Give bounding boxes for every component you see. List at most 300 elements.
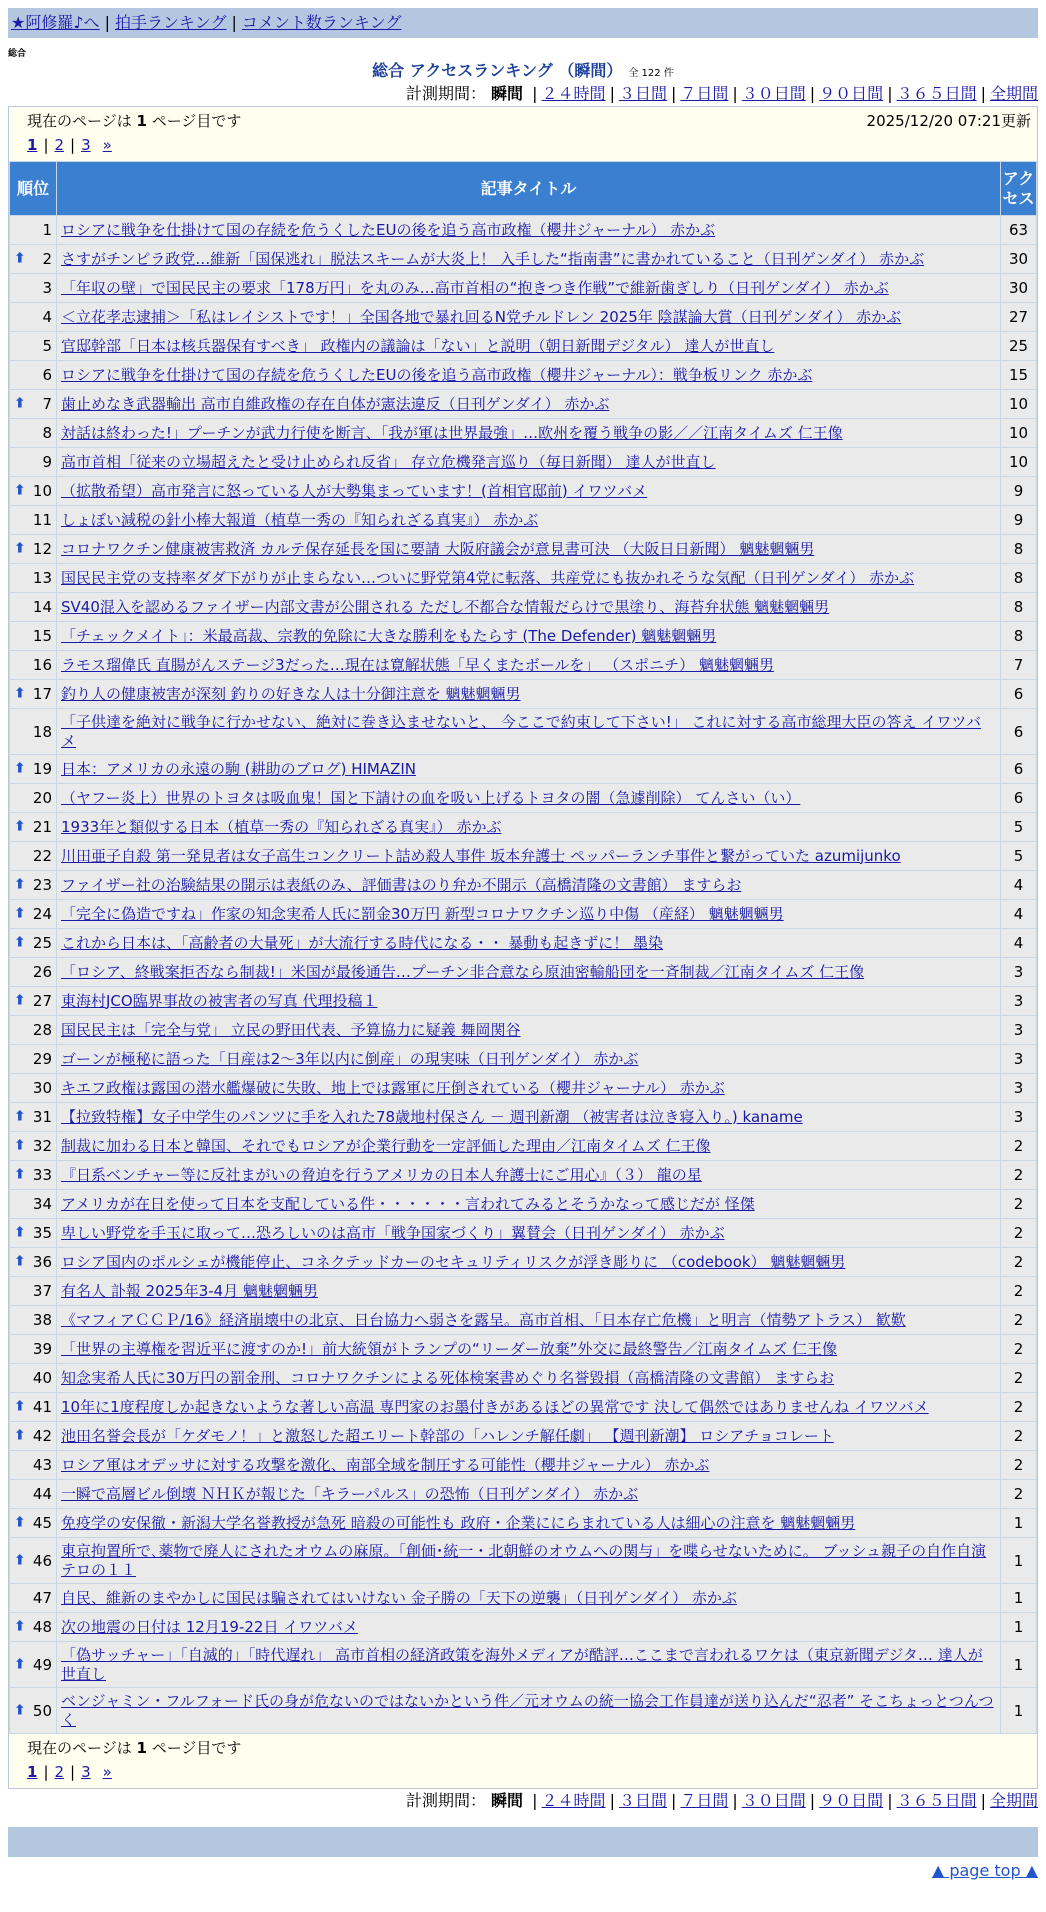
access-count: 25 xyxy=(1001,332,1037,361)
article-link[interactable]: ＜立花孝志逮捕＞「私はレイシストです！」全国各地で暴れ回るN党チルドレン 2025年 陰謀論大賞（日刊ゲンダイ） 赤かぶ xyxy=(61,307,902,326)
period-link[interactable]: ３６５日間 xyxy=(896,1791,977,1810)
article-link[interactable]: 釣り人の健康被害が深刻 釣りの好きな人は十分御注意を 魑魅魍魎男 xyxy=(61,684,521,703)
rank-number: 18 xyxy=(32,722,52,741)
up-arrow-icon: ⬆ xyxy=(14,1656,26,1673)
period-link[interactable]: ２４時間 xyxy=(541,1791,606,1810)
access-count: 3 xyxy=(1001,1016,1037,1045)
article-link[interactable]: 有名人 訃報 2025年3-4月 魑魅魍魎男 xyxy=(61,1281,318,1300)
next-page-link[interactable]: » xyxy=(102,136,112,154)
rank-number: 36 xyxy=(32,1253,52,1271)
article-link[interactable]: 免疫学の安保徹・新潟大学名誉教授が急死 暗殺の可能性も 政府・企業ににらまれている人は細心の注意を 魑魅魍魎男 xyxy=(61,1513,856,1532)
rank-number: 29 xyxy=(32,1050,52,1068)
rank-cell xyxy=(10,274,57,303)
rank-cell xyxy=(10,1016,57,1045)
table-row xyxy=(10,987,1037,1016)
period-link[interactable]: 全期間 xyxy=(989,1791,1038,1810)
article-link[interactable]: 東京拘置所で､薬物で廃人にされたオウムの麻原。「創価･統一・北朝鮮のオウムへの関与」を喋らせないために。 ブッシュ親子の自作自演テロの１１ xyxy=(61,1541,987,1579)
rank-number: 42 xyxy=(32,1427,52,1445)
access-count: 8 xyxy=(1001,535,1037,564)
rank-number: 31 xyxy=(32,1108,52,1126)
title-cell xyxy=(57,1509,1001,1538)
title-cell xyxy=(57,1584,1001,1613)
table-row xyxy=(10,813,1037,842)
period-link[interactable]: ９０日間 xyxy=(819,84,884,103)
rank-cell xyxy=(10,987,57,1016)
page-status: 現在のページは 1 ページ目です xyxy=(27,1739,242,1757)
home-link[interactable]: ★阿修羅♪へ xyxy=(11,13,100,32)
table-row xyxy=(10,929,1037,958)
access-count: 2 xyxy=(1001,1422,1037,1451)
page-link-3[interactable]: 3 xyxy=(81,1763,91,1781)
rank-number: 30 xyxy=(32,1079,52,1097)
article-link[interactable]: 【拉致特権】女子中学生のパンツに手を入れた78歳地村保さん － 週刊新潮 （被害者は泣き寝入り。) kaname xyxy=(61,1107,803,1126)
period-label: 計測期間： xyxy=(405,1791,486,1810)
access-count: 1 xyxy=(1001,1688,1037,1734)
title-cell xyxy=(57,477,1001,506)
up-arrow-icon: ⬆ xyxy=(14,1702,26,1719)
col-title-header: 記事タイトル xyxy=(57,162,1001,216)
table-row xyxy=(10,535,1037,564)
rank-number: 17 xyxy=(32,685,52,703)
page-link-1[interactable]: 1 xyxy=(27,1763,38,1781)
access-count: 3 xyxy=(1001,1074,1037,1103)
article-link[interactable]: 歯止めなき武器輸出 高市自維政権の存在自体が憲法違反（日刊ゲンダイ） 赤かぶ xyxy=(61,394,610,413)
title-cell xyxy=(57,1190,1001,1219)
access-count: 1 xyxy=(1001,1538,1037,1584)
rank-cell xyxy=(10,622,57,651)
table-row xyxy=(10,1132,1037,1161)
total-count: 全 122 件 xyxy=(628,68,674,79)
rank-number: 50 xyxy=(32,1701,52,1720)
rank-cell xyxy=(10,929,57,958)
title-cell xyxy=(57,1538,1001,1584)
rank-cell xyxy=(10,535,57,564)
title-cell xyxy=(57,593,1001,622)
rank-cell xyxy=(10,477,57,506)
title-cell xyxy=(57,680,1001,709)
article-link[interactable]: 制裁に加わる日本と韓国、それでもロシアが企業行動を一定評価した理由／江南タイムズ 仁王像 xyxy=(61,1136,711,1155)
rank-number: 13 xyxy=(32,569,52,587)
page-link-3[interactable]: 3 xyxy=(81,136,91,154)
rank-cell xyxy=(10,871,57,900)
rank-cell xyxy=(10,1509,57,1538)
comment-ranking-link[interactable]: コメント数ランキング xyxy=(241,13,402,32)
up-arrow-icon: ⬆ xyxy=(14,1224,26,1241)
period-link[interactable]: ３６５日間 xyxy=(896,84,977,103)
access-count: 30 xyxy=(1001,274,1037,303)
period-separator: | xyxy=(609,84,615,103)
access-count: 2 xyxy=(1001,1335,1037,1364)
access-count: 2 xyxy=(1001,1393,1037,1422)
rank-cell xyxy=(10,1335,57,1364)
access-count: 8 xyxy=(1001,593,1037,622)
rank-number: 49 xyxy=(32,1655,52,1674)
article-link[interactable]: さすがチンピラ政党…維新「国保逃れ」脱法スキームが大炎上！ 入手した“指南書”に書かれていること（日刊ゲンダイ） 赤かぶ xyxy=(61,249,925,268)
article-link[interactable]: 「ロシア、終戦案拒否なら制裁!」米国が最後通告…プーチン非合意なら原油密輸船団を一斉制裁／江南タイムズ 仁王像 xyxy=(61,962,865,981)
access-count: 4 xyxy=(1001,871,1037,900)
rank-cell xyxy=(10,1364,57,1393)
rank-number: 41 xyxy=(32,1398,52,1416)
rank-cell xyxy=(10,1074,57,1103)
table-row xyxy=(10,1480,1037,1509)
article-link[interactable]: （拡散希望）高市発言に怒っている人が大勢集まっています！(首相官邸前) イワツバメ xyxy=(61,481,648,500)
access-count: 2 xyxy=(1001,1306,1037,1335)
period-link[interactable]: ３０日間 xyxy=(741,84,806,103)
rank-cell xyxy=(10,1306,57,1335)
page-links xyxy=(27,1760,1031,1784)
table-row xyxy=(10,651,1037,680)
up-arrow-icon: ⬆ xyxy=(14,1253,26,1270)
article-link[interactable]: ゴーンが極秘に語った「日産は2～3年以内に倒産」の現実味（日刊ゲンダイ） 赤かぶ xyxy=(61,1049,639,1068)
ranking-box xyxy=(8,106,1038,1789)
access-count: 6 xyxy=(1001,709,1037,755)
rank-cell xyxy=(10,593,57,622)
access-count: 9 xyxy=(1001,506,1037,535)
title-cell xyxy=(57,1016,1001,1045)
rank-cell xyxy=(10,651,57,680)
access-count: 2 xyxy=(1001,1219,1037,1248)
bottom-bar xyxy=(8,1827,1038,1857)
period-selector-top xyxy=(8,82,1038,106)
rank-number: 38 xyxy=(32,1311,52,1329)
table-row xyxy=(10,332,1037,361)
article-link[interactable]: 10年に1度程度しか起きないような著しい高温 専門家のお墨付きがあるほどの異常です 決して偶然ではありませんね イワツバメ xyxy=(61,1397,929,1416)
rank-number: 22 xyxy=(32,847,52,865)
article-link[interactable]: 東海村JCO臨界事故の被害者の写真 代理投稿１ xyxy=(61,991,378,1010)
access-count: 6 xyxy=(1001,680,1037,709)
rank-cell xyxy=(10,332,57,361)
access-count: 30 xyxy=(1001,245,1037,274)
article-link[interactable]: キエフ政権は露国の潜水艦爆破に失敗、地上では露軍に圧倒されている（櫻井ジャーナル） 赤かぶ xyxy=(61,1078,725,1097)
rank-cell xyxy=(10,1584,57,1613)
access-count: 6 xyxy=(1001,755,1037,784)
access-count: 9 xyxy=(1001,477,1037,506)
table-row xyxy=(10,709,1037,755)
title-cell xyxy=(57,813,1001,842)
table-row xyxy=(10,1045,1037,1074)
table-row xyxy=(10,1688,1037,1734)
page-separator: | xyxy=(43,136,49,154)
rank-cell xyxy=(10,1277,57,1306)
period-link[interactable]: ７日間 xyxy=(680,1791,729,1810)
title-cell xyxy=(57,709,1001,755)
access-count: 3 xyxy=(1001,958,1037,987)
table-row xyxy=(10,1642,1037,1688)
article-link[interactable]: 知念実希人氏に30万円の罰金刑、コロナワクチンによる死体検案書めぐり名誉毀損（高橋清隆の文書館） ますらお xyxy=(61,1368,835,1387)
rank-cell xyxy=(10,1393,57,1422)
article-link[interactable]: 日本：アメリカの永遠の駒 (耕助のブログ) HIMAZIN xyxy=(61,759,417,778)
access-count: 2 xyxy=(1001,1451,1037,1480)
table-row xyxy=(10,1190,1037,1219)
page-status: 現在のページは 1 ページ目です xyxy=(27,112,242,130)
title-cell xyxy=(57,958,1001,987)
table-row xyxy=(10,448,1037,477)
article-link[interactable]: ファイザー社の治験結果の開示は表紙のみ、評価書はのり弁か不開示（高橋清隆の文書館） ますらお xyxy=(61,875,742,894)
access-count: 3 xyxy=(1001,1103,1037,1132)
title-cell xyxy=(57,622,1001,651)
title-cell xyxy=(57,1074,1001,1103)
article-link[interactable]: 対話は終わった!」プーチンが武力行使を断言、「我が軍は世界最強」…欧州を覆う戦争の影／／江南タイムズ 仁王像 xyxy=(61,423,843,442)
access-count: 2 xyxy=(1001,1132,1037,1161)
page-link-2[interactable]: 2 xyxy=(54,136,65,154)
period-link[interactable]: ９０日間 xyxy=(819,1791,884,1810)
period-label: 計測期間： xyxy=(405,84,486,103)
access-count: 8 xyxy=(1001,622,1037,651)
up-arrow-icon: ⬆ xyxy=(14,1618,26,1635)
rank-number: 21 xyxy=(32,818,52,836)
article-link[interactable]: 次の地震の日付は 12月19-22日 イワツバメ xyxy=(61,1617,358,1636)
up-arrow-icon: ⬆ xyxy=(14,1398,26,1415)
article-link[interactable]: これから日本は、「高齢者の大量死」が大流行する時代になる・・ 暴動も起きずに！ 墨染 xyxy=(61,933,664,952)
rank-number: 39 xyxy=(32,1340,52,1358)
title-cell xyxy=(57,448,1001,477)
pager-bottom xyxy=(9,1734,1037,1788)
period-separator: | xyxy=(809,1791,816,1810)
article-link[interactable]: 『日系ベンチャー等に反社まがいの脅迫を行うアメリカの日本人弁護士にご用心』（３） 龍の星 xyxy=(61,1165,702,1184)
access-count: 2 xyxy=(1001,1190,1037,1219)
title-cell xyxy=(57,1364,1001,1393)
title-cell xyxy=(57,651,1001,680)
col-access-header: アクセス xyxy=(1001,162,1037,216)
rank-number: 34 xyxy=(32,1195,52,1213)
title-cell xyxy=(57,1613,1001,1642)
table-row xyxy=(10,274,1037,303)
title-cell xyxy=(57,303,1001,332)
rank-cell xyxy=(10,709,57,755)
rank-number: 35 xyxy=(32,1224,52,1242)
title-cell xyxy=(57,1335,1001,1364)
table-row xyxy=(10,1422,1037,1451)
article-link[interactable]: ラモス瑠偉氏 直腸がんステージ3だった…現在は寛解状態「早くまたボールを」 （スポニチ） 魑魅魍魎男 xyxy=(61,655,774,674)
rank-cell xyxy=(10,216,57,245)
period-link[interactable]: ３日間 xyxy=(618,1791,667,1810)
article-link[interactable]: コロナワクチン健康被害救済 カルテ保存延長を国に要請 大阪府議会が意見書可決 （大阪日日新聞） 魑魅魍魎男 xyxy=(61,539,815,558)
table-row xyxy=(10,1613,1037,1642)
article-link[interactable]: ロシア軍はオデッサに対する攻撃を激化、南部全域を制圧する可能性（櫻井ジャーナル） 赤かぶ xyxy=(61,1455,710,1474)
table-row xyxy=(10,1509,1037,1538)
article-link[interactable]: 「子供達を絶対に戦争に行かせない、絶対に巻き込ませないと、 今ここで約束して下さい!」 これに対する高市総理大臣の答え イワツバメ xyxy=(61,712,982,750)
article-link[interactable]: 一瞬で高層ビル倒壊 ＮＨＫが報じた「キラーパルス」の恐怖（日刊ゲンダイ） 赤かぶ xyxy=(61,1484,639,1503)
rank-number: 27 xyxy=(32,992,52,1010)
up-arrow-icon: ⬆ xyxy=(14,760,26,777)
table-row xyxy=(10,1306,1037,1335)
rank-cell xyxy=(10,1190,57,1219)
table-row xyxy=(10,303,1037,332)
article-link[interactable]: 「偽サッチャー」「自滅的」「時代遅れ」 高市首相の経済政策を海外メディアが酷評…ここまで言われるワケは（東京新聞デジタ… 達人が世直し xyxy=(61,1645,983,1683)
article-link[interactable]: 高市首相「従来の立場超えたと受け止められ反省」 存立危機発言巡り（毎日新聞） 達人が世直し xyxy=(61,452,716,471)
access-count: 1 xyxy=(1001,1642,1037,1688)
title-cell xyxy=(57,987,1001,1016)
rank-number: 6 xyxy=(42,366,52,384)
article-link[interactable]: 自民、維新のまやかしに国民は騙されてはいけない 金子勝の「天下の逆襲」（日刊ゲンダイ） 赤かぶ xyxy=(61,1588,737,1607)
up-arrow-icon: ⬆ xyxy=(14,685,26,702)
access-count: 1 xyxy=(1001,1584,1037,1613)
rank-cell xyxy=(10,390,57,419)
article-link[interactable]: 「世界の主導権を習近平に渡すのか!」前大統領がトランプの“リーダー放棄”外交に最終警告／江南タイムズ 仁王像 xyxy=(61,1339,838,1358)
title-cell xyxy=(57,390,1001,419)
access-count: 2 xyxy=(1001,1277,1037,1306)
table-row xyxy=(10,361,1037,390)
access-count: 1 xyxy=(1001,1613,1037,1642)
article-link[interactable]: 国民民主党の支持率ダダ下がりが止まらない…ついに野党第4党に転落、共産党にも抜かれそうな気配（日刊ゲンダイ） 赤かぶ xyxy=(61,568,915,587)
rank-number: 37 xyxy=(32,1282,52,1300)
rank-number: 48 xyxy=(32,1618,52,1636)
access-count: 10 xyxy=(1001,448,1037,477)
table-row xyxy=(10,622,1037,651)
title-cell xyxy=(57,1393,1001,1422)
rank-number: 7 xyxy=(42,395,52,413)
title-cell xyxy=(57,755,1001,784)
article-link[interactable]: ロシア国内のポルシェが機能停止、コネクテッドカーのセキュリティリスクが浮き彫りに （codebook） 魑魅魍魎男 xyxy=(61,1252,846,1271)
ranking-table xyxy=(9,161,1037,1734)
rank-cell xyxy=(10,784,57,813)
period-link[interactable]: ２４時間 xyxy=(541,84,606,103)
title-cell xyxy=(57,871,1001,900)
access-count: 3 xyxy=(1001,987,1037,1016)
rank-cell xyxy=(10,1538,57,1584)
rank-cell xyxy=(10,506,57,535)
article-link[interactable]: ベンジャミン・フルフォード氏の身が危ないのではないかという件／元オウムの統一協会工作員達が送り込んだ“忍者” そこちょっとつんつく xyxy=(61,1691,994,1729)
period-link[interactable]: ７日間 xyxy=(680,84,729,103)
article-link[interactable]: 1933年と類似する日本（植草一秀の『知られざる真実』） 赤かぶ xyxy=(61,817,502,836)
clap-ranking-link[interactable]: 拍手ランキング xyxy=(114,13,227,32)
rank-number: 15 xyxy=(32,627,52,645)
category-label: 総合 xyxy=(8,49,27,59)
article-link[interactable]: 「年収の壁」で国民民主の要求「178万円」を丸のみ…高市首相の“抱きつき作戦”で維新歯ぎしり（日刊ゲンダイ） 赤かぶ xyxy=(61,278,889,297)
page-top-link[interactable]: ▲ page top ▲ xyxy=(931,1861,1038,1880)
table-row xyxy=(10,1277,1037,1306)
rank-number: 4 xyxy=(42,308,52,326)
rank-cell xyxy=(10,303,57,332)
rank-number: 1 xyxy=(42,221,52,239)
title-cell xyxy=(57,1248,1001,1277)
article-link[interactable]: SV40混入を認めるファイザー内部文書が公開される ただし不都合な情報だらけで黒塗り、海苔弁状態 魑魅魍魎男 xyxy=(61,597,830,616)
title-cell xyxy=(57,274,1001,303)
rank-cell xyxy=(10,1219,57,1248)
period-separator: | xyxy=(609,1791,615,1810)
rank-cell xyxy=(10,419,57,448)
page-separator: | xyxy=(70,136,76,154)
rank-cell xyxy=(10,245,57,274)
up-arrow-icon: ⬆ xyxy=(14,992,26,1009)
period-link[interactable]: 全期間 xyxy=(989,84,1038,103)
up-arrow-icon: ⬆ xyxy=(14,1552,26,1569)
page-link-1[interactable]: 1 xyxy=(27,136,38,154)
page-separator: | xyxy=(70,1763,76,1781)
article-link[interactable]: 卑しい野党を手玉に取って…恐ろしいのは高市「戦争国家づくり」翼賛会（日刊ゲンダイ） 赤かぶ xyxy=(61,1223,725,1242)
period-separator: | xyxy=(532,84,538,103)
table-row xyxy=(10,1103,1037,1132)
access-count: 15 xyxy=(1001,361,1037,390)
table-row xyxy=(10,506,1037,535)
period-separator: | xyxy=(732,1791,738,1810)
access-count: 4 xyxy=(1001,900,1037,929)
access-count: 27 xyxy=(1001,303,1037,332)
rank-cell xyxy=(10,1132,57,1161)
rank-cell xyxy=(10,680,57,709)
table-row xyxy=(10,1248,1037,1277)
rank-number: 26 xyxy=(32,963,52,981)
up-arrow-icon: ⬆ xyxy=(14,395,26,412)
access-count: 7 xyxy=(1001,651,1037,680)
title-cell xyxy=(57,419,1001,448)
table-row xyxy=(10,1584,1037,1613)
access-count: 10 xyxy=(1001,390,1037,419)
period-separator: | xyxy=(809,84,816,103)
rank-number: 5 xyxy=(42,337,52,355)
article-link[interactable]: （ヤフー炎上）世界のトヨタは吸血鬼！国と下請けの血を吸い上げるトヨタの闇（急遽削除） てんさい（い） xyxy=(61,788,801,807)
rank-cell xyxy=(10,900,57,929)
rank-cell xyxy=(10,1103,57,1132)
access-count: 8 xyxy=(1001,564,1037,593)
period-selector-bottom xyxy=(8,1789,1038,1813)
title-cell xyxy=(57,564,1001,593)
page-separator: | xyxy=(43,1763,49,1781)
table-row xyxy=(10,958,1037,987)
period-link[interactable]: ３日間 xyxy=(618,84,667,103)
up-arrow-icon: ⬆ xyxy=(14,250,26,267)
rank-cell xyxy=(10,813,57,842)
article-link[interactable]: 「完全に偽造ですね」作家の知念実希人氏に罰金30万円 新型コロナワクチン巡り中傷 （産経） 魑魅魍魎男 xyxy=(61,904,784,923)
up-arrow-icon: ⬆ xyxy=(14,818,26,835)
next-page-link[interactable]: » xyxy=(102,1763,112,1781)
access-count: 5 xyxy=(1001,813,1037,842)
table-row xyxy=(10,216,1037,245)
page-links xyxy=(27,133,1031,157)
period-link[interactable]: ３０日間 xyxy=(741,1791,806,1810)
access-count: 10 xyxy=(1001,419,1037,448)
title-cell xyxy=(57,929,1001,958)
table-row xyxy=(10,390,1037,419)
title-cell xyxy=(57,1451,1001,1480)
article-link[interactable]: 川田亜子自殺 第一発見者は女子高生コンクリート詰め殺人事件 坂本弁護士 ペッパーランチ事件と繋がっていた azumijunko xyxy=(61,846,901,865)
rank-cell xyxy=(10,564,57,593)
title-cell xyxy=(57,1103,1001,1132)
period-separator: | xyxy=(980,1791,986,1810)
period-current: 瞬間 xyxy=(491,1791,524,1810)
title-cell xyxy=(57,216,1001,245)
rank-cell xyxy=(10,448,57,477)
period-separator: | xyxy=(887,84,893,103)
title-cell xyxy=(57,535,1001,564)
table-row xyxy=(10,1219,1037,1248)
table-row xyxy=(10,1451,1037,1480)
ranking-rows xyxy=(10,216,1037,1734)
rank-cell xyxy=(10,361,57,390)
article-link[interactable]: 官邸幹部「日本は核兵器保有すべき」 政権内の議論は「ない」と説明（朝日新聞デジタル） 達人が世直し xyxy=(61,336,775,355)
nav-separator: | xyxy=(104,13,110,32)
access-count: 1 xyxy=(1001,1509,1037,1538)
table-row xyxy=(10,871,1037,900)
article-link[interactable]: 「チェックメイト」：米最高裁、宗教的免除に大きな勝利をもたらす (The Defender) 魑魅魍魎男 xyxy=(61,626,717,645)
period-separator: | xyxy=(670,84,677,103)
page-link-2[interactable]: 2 xyxy=(54,1763,65,1781)
period-separator: | xyxy=(887,1791,893,1810)
article-link[interactable]: 《マフィアＣＣＰ/16》経済崩壊中の北京、日台協力へ弱さを露呈。高市首相、「日本存亡危機」と明言（情勢アトラス） 歓歎 xyxy=(61,1310,906,1329)
article-link[interactable]: 池田名誉会長が「ケダモノ！」と激怒した超エリート幹部の「ハレンチ解任劇」 【週刊新潮】 ロシアチョコレート xyxy=(61,1426,834,1445)
article-link[interactable]: アメリカが在日を使って日本を支配している件・・・・・・言われてみるとそうかなって感じだが 怪傑 xyxy=(61,1194,755,1213)
rank-cell xyxy=(10,958,57,987)
article-link[interactable]: しょぼい減税の針小棒大報道（植草一秀の『知られざる真実』） 赤かぶ xyxy=(61,510,539,529)
up-arrow-icon: ⬆ xyxy=(14,540,26,557)
article-link[interactable]: ロシアに戦争を仕掛けて国の存続を危うくしたEUの後を追う高市政権（櫻井ジャーナル）：戦争板リンク 赤かぶ xyxy=(61,365,813,384)
access-count: 5 xyxy=(1001,842,1037,871)
page-title-row xyxy=(8,60,1038,82)
article-link[interactable]: ロシアに戦争を仕掛けて国の存続を危うくしたEUの後を追う高市政権（櫻井ジャーナル） 赤かぶ xyxy=(61,220,716,239)
rank-number: 19 xyxy=(32,760,52,778)
article-link[interactable]: 国民民主は「完全与党」 立民の野田代表、予算協力に疑義 舞岡関谷 xyxy=(61,1020,521,1039)
pager-top xyxy=(9,107,1037,161)
